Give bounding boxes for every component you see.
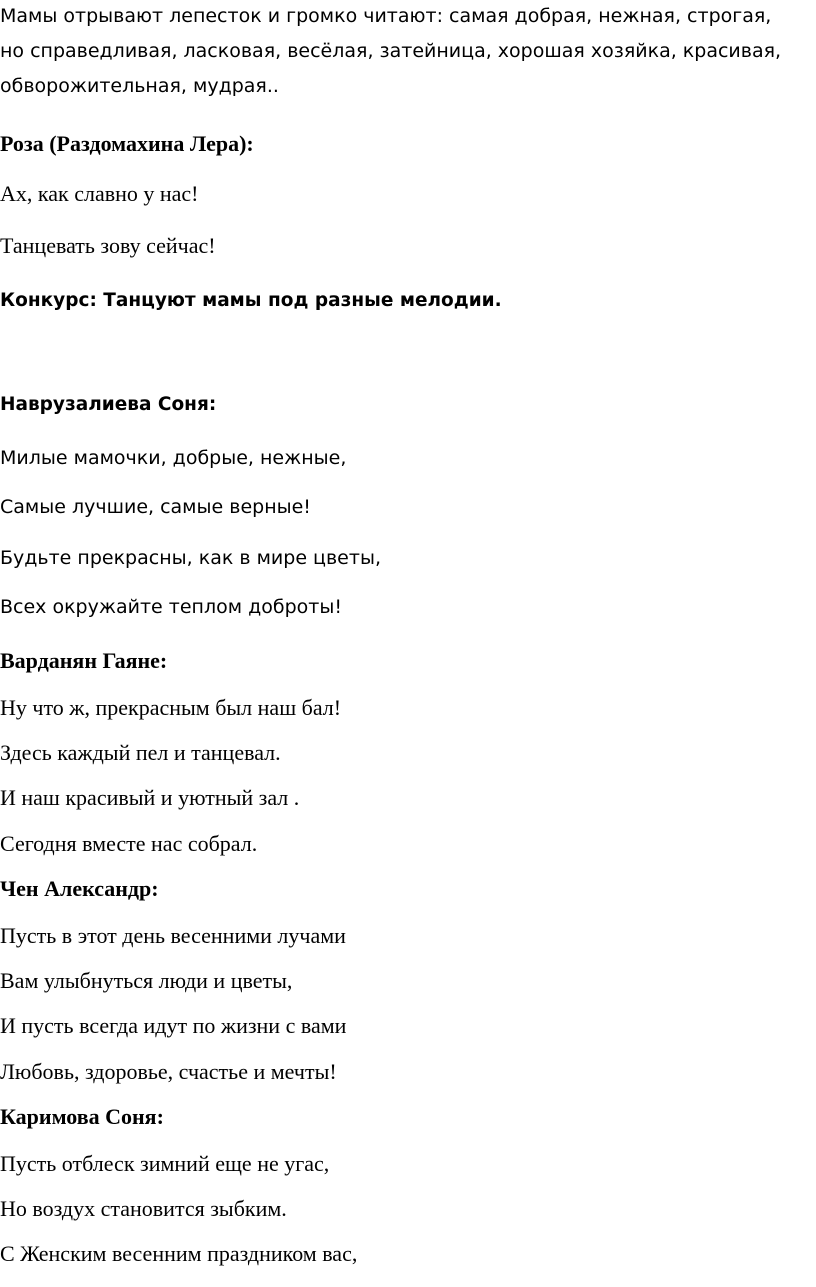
speaker-roza: Роза (Раздомахина Лера): bbox=[0, 131, 254, 156]
poem-line: Любовь, здоровье, счастье и мечты! bbox=[0, 1059, 337, 1084]
poem-line: Сегодня вместе нас собрал. bbox=[0, 831, 258, 856]
poem-line: Самые лучшие, самые верные! bbox=[0, 496, 311, 518]
intro-line-2: но справедливая, ласковая, весёлая, затейница, хорошая хозяйка, красивая, bbox=[0, 40, 782, 62]
poem-line: Всех окружайте теплом доброты! bbox=[0, 596, 342, 618]
poem-line: Но воздух становится зыбким. bbox=[0, 1196, 287, 1221]
poem-line: Ну что ж, прекрасным был наш бал! bbox=[0, 695, 342, 720]
poem-line: Здесь каждый пел и танцевал. bbox=[0, 740, 281, 765]
poem-line: Будьте прекрасны, как в мире цветы, bbox=[0, 547, 381, 569]
poem-line: Танцевать зову сейчас! bbox=[0, 233, 216, 258]
speaker-navruzalieva: Наврузалиева Соня: bbox=[0, 394, 217, 415]
poem-line: И пусть всегда идут по жизни с вами bbox=[0, 1013, 347, 1038]
poem-line: Пусть в этот день весенними лучами bbox=[0, 923, 346, 948]
poem-line: Ах, как славно у нас! bbox=[0, 181, 199, 206]
intro-line-3: обворожительная, мудрая.. bbox=[0, 75, 279, 97]
contest-heading: Конкурс: Танцуют мамы под разные мелодии. bbox=[0, 290, 502, 311]
poem-line: Вам улыбнуться люди и цветы, bbox=[0, 968, 293, 993]
speaker-vardanyan: Варданян Гаяне: bbox=[0, 648, 168, 673]
intro-line-1: Мамы отрывают лепесток и громко читают: самая добрая, нежная, строгая, bbox=[0, 5, 772, 27]
poem-line: Пусть отблеск зимний еще не угас, bbox=[0, 1151, 330, 1176]
poem-line: И наш красивый и уютный зал . bbox=[0, 785, 300, 810]
poem-line: Милые мамочки, добрые, нежные, bbox=[0, 447, 347, 469]
poem-line: С Женским весенним праздником вас, bbox=[0, 1241, 358, 1266]
speaker-chen: Чен Александр: bbox=[0, 876, 159, 901]
speaker-karimova: Каримова Соня: bbox=[0, 1104, 164, 1129]
